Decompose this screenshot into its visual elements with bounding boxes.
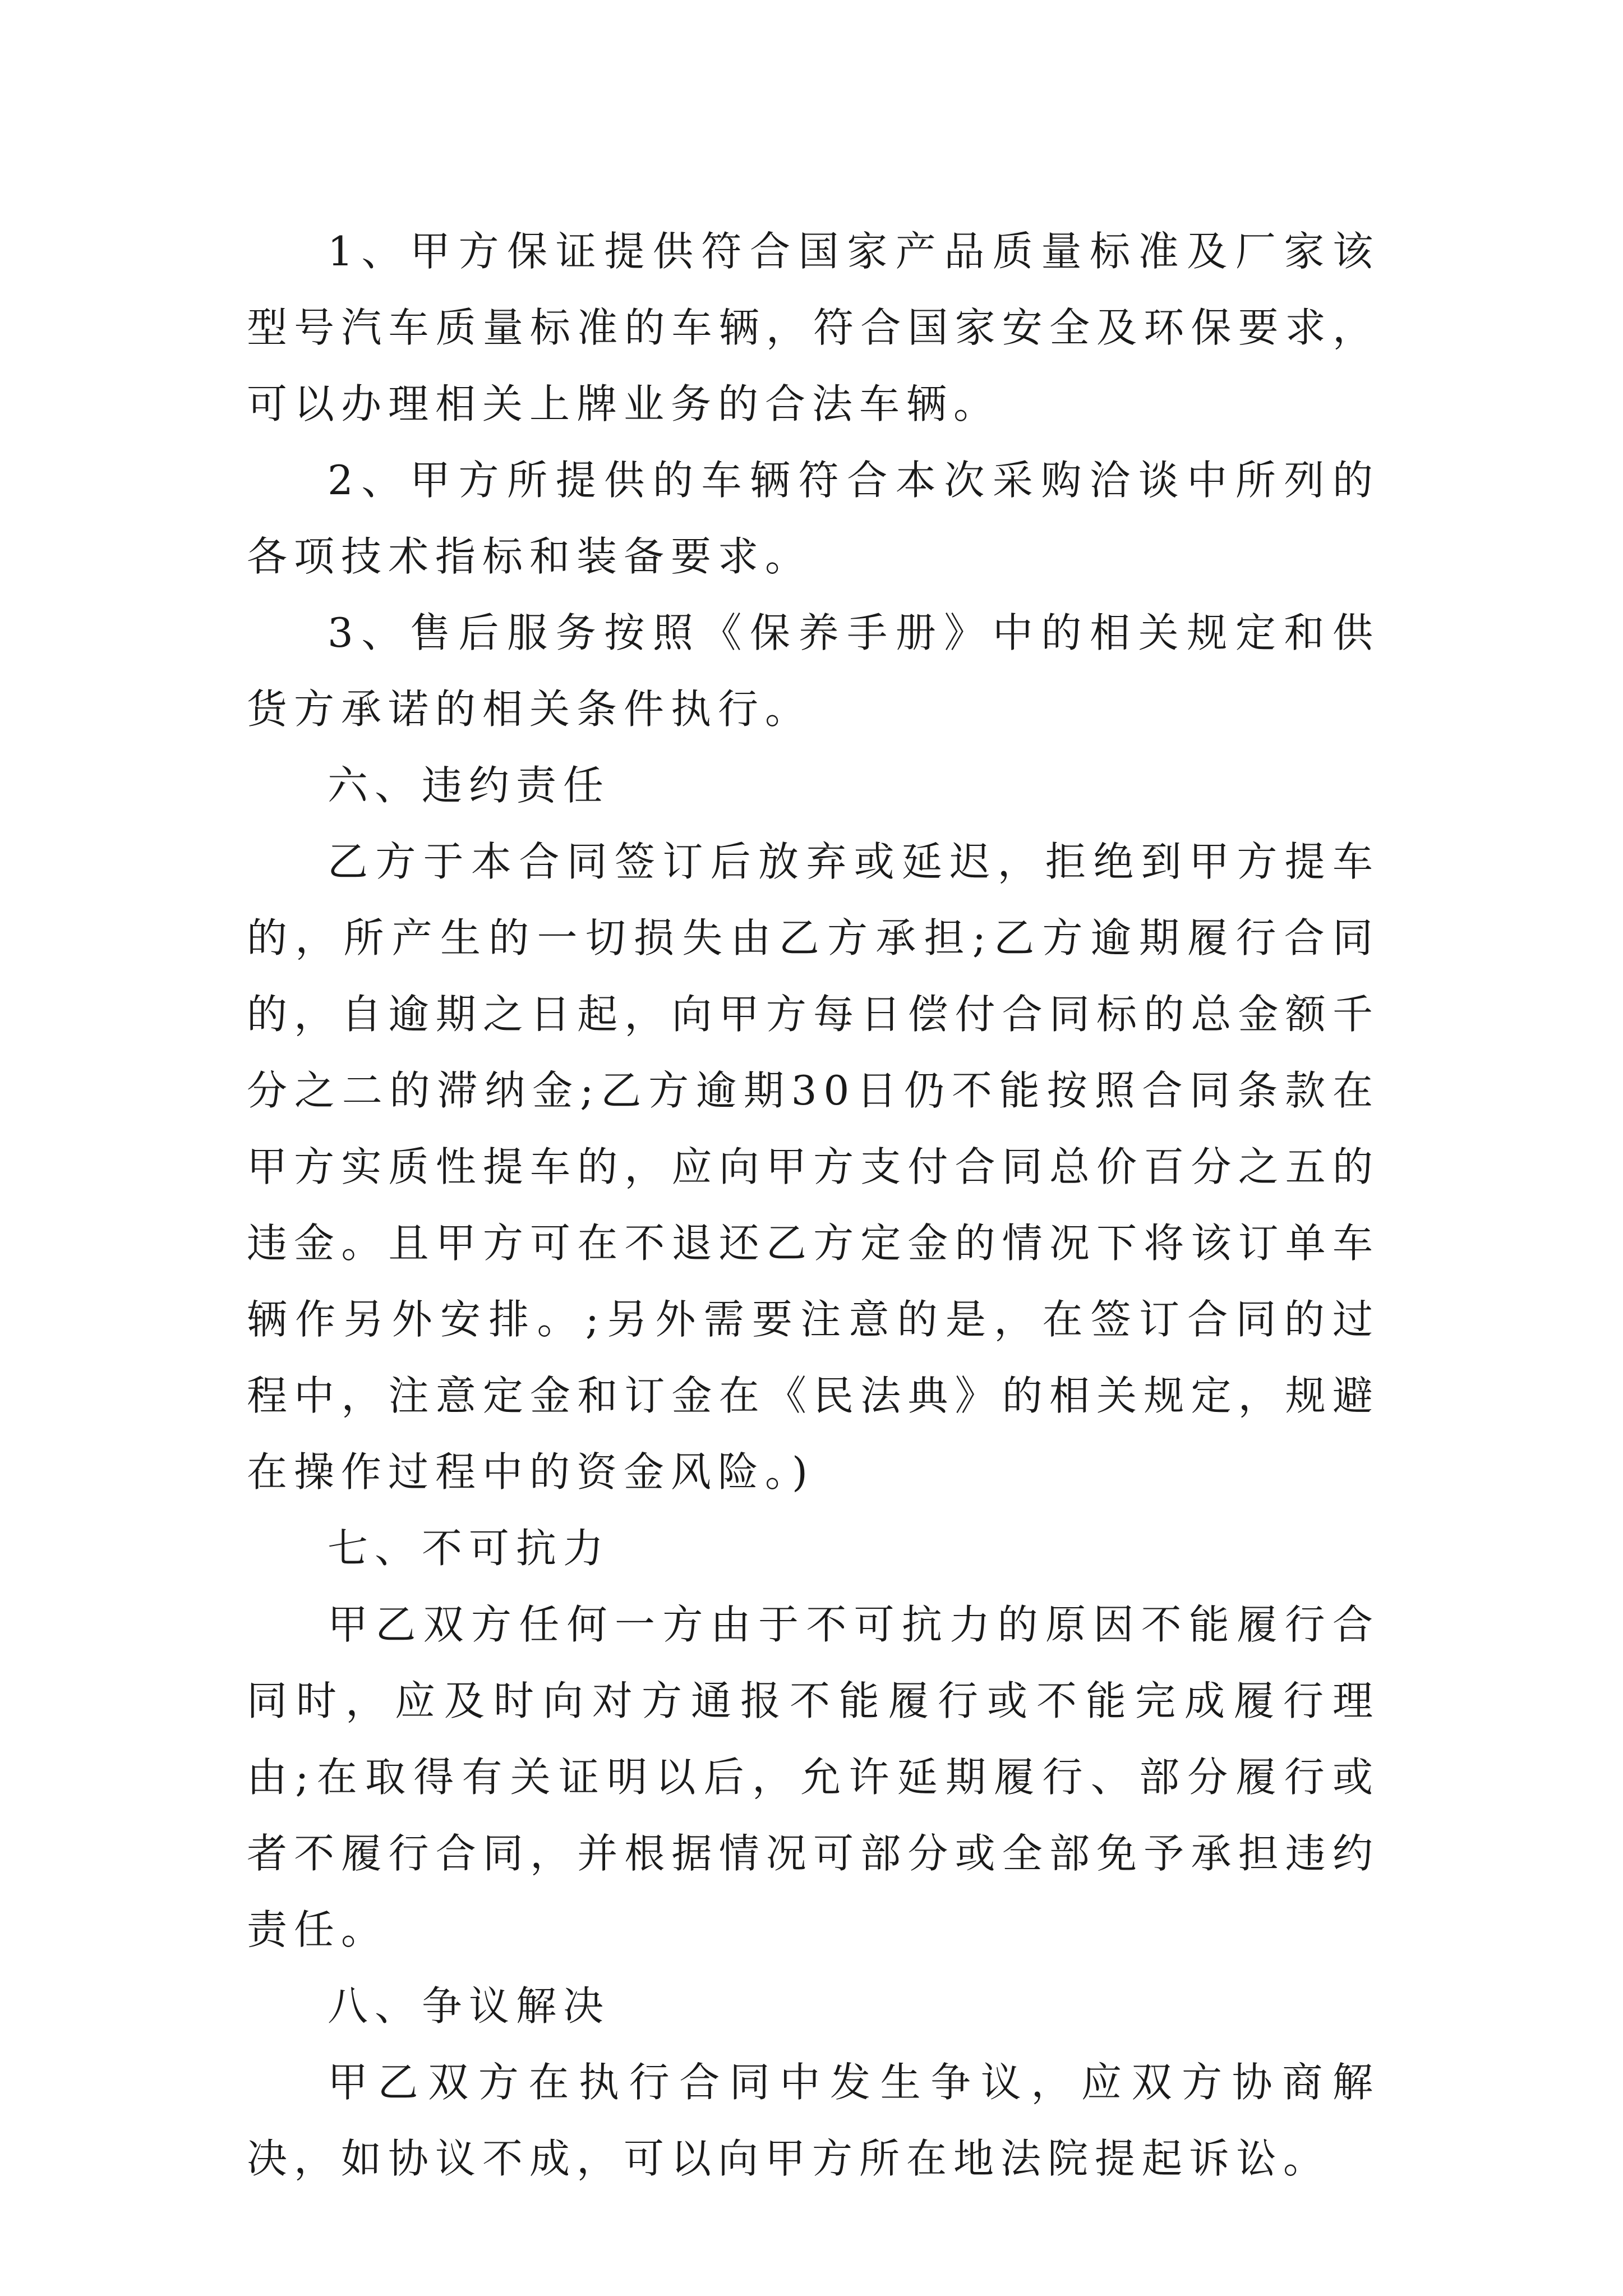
clause-quality-guarantee: 1、甲方保证提供符合国家产品质量标准及厂家该型号汽车质量标准的车辆，符合国家安全及环保要求，可以办理相关上牌业务的合法车辆。: [247, 228, 1380, 427]
clause-force-majeure: 甲乙双方任何一方由于不可抗力的原因不能履行合同时，应及时向对方通报不能履行或不能完成履行理由;在取得有关证明以后，允许延期履行、部分履行或者不履行合同，并根据情况可部分或全部免予承担违约责任。: [247, 1601, 1380, 1953]
clause-dispute-resolution: 甲乙双方在执行合同中发生争议，应双方协商解决，如协议不成，可以向甲方所在地法院提起诉讼。: [247, 2059, 1380, 2182]
clause-breach-liability: 乙方于本合同签订后放弃或延迟，拒绝到甲方提车的，所产生的一切损失由乙方承担;乙方逾期履行合同的，自逾期之日起，向甲方每日偿付合同标的总金额千分之二的滞纳金;乙方逾期30日仍不能按照合同条款在甲方实质性提车的，应向甲方支付合同总价百分之五的违金。且甲方可在不退还乙方定金的情况下将该订单车辆作另外安排。;另外需要注意的是，在签订合同的过程中，注意定金和订金在《民法典》的相关规定，规避在操作过程中的资金风险。): [247, 838, 1380, 1496]
section-heading-force-majeure: 七、不可抗力: [328, 1525, 611, 1572]
section-heading-breach: 六、违约责任: [328, 762, 611, 809]
document-body: [247, 213, 1380, 2197]
clause-after-sales: 3、售后服务按照《保养手册》中的相关规定和供货方承诺的相关条件执行。: [247, 609, 1380, 733]
section-heading-dispute: 八、争议解决: [328, 1982, 611, 2030]
clause-technical-specs: 2、甲方所提供的车辆符合本次采购洽谈中所列的各项技术指标和装备要求。: [247, 457, 1380, 580]
